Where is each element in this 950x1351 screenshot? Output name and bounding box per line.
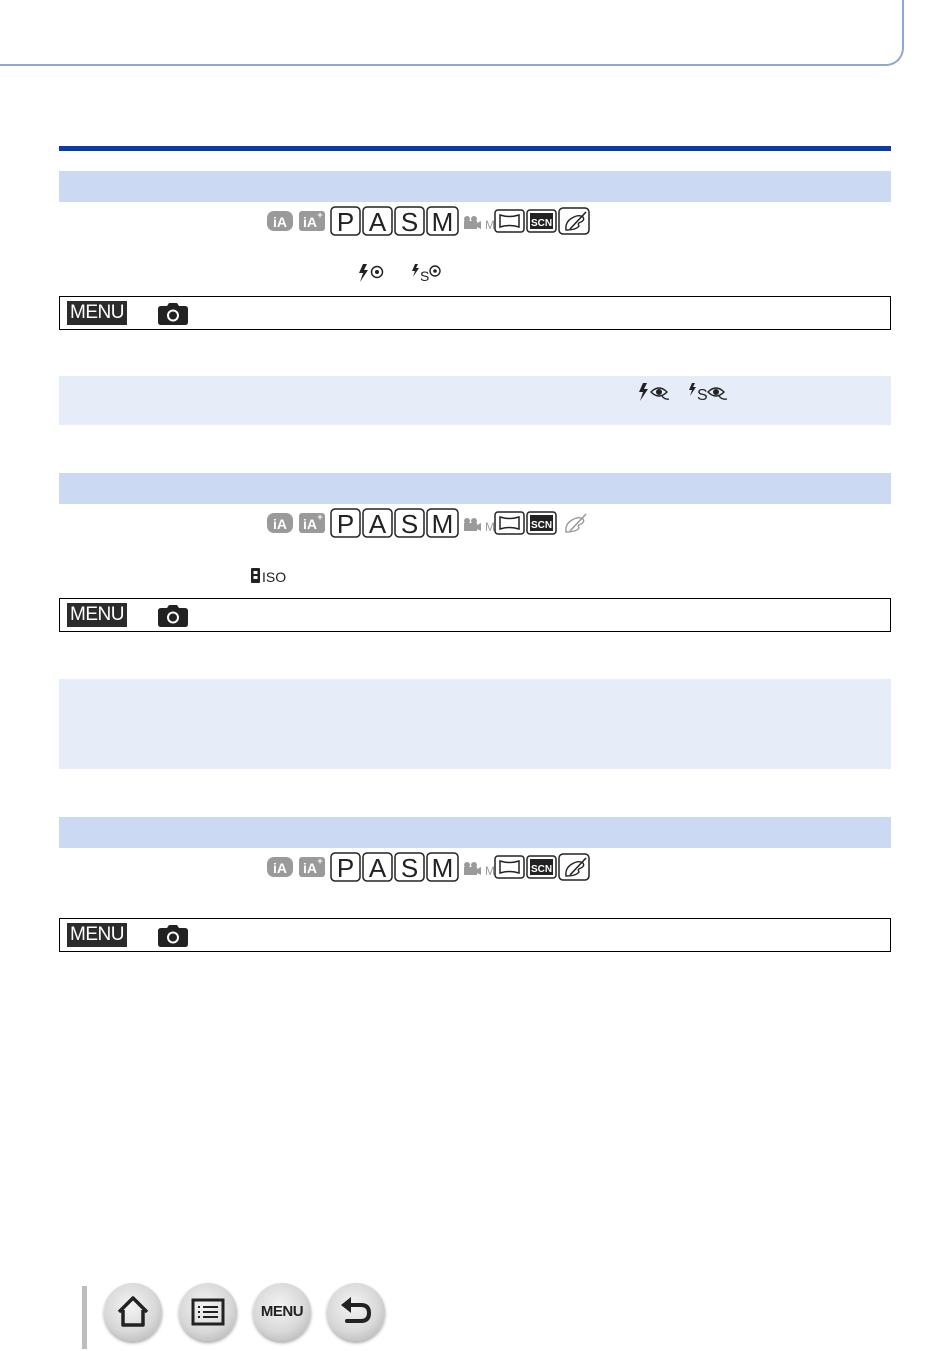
svg-text:+: +: [317, 856, 323, 866]
svg-text:S: S: [400, 509, 419, 538]
intelligent-iso-icon: [250, 566, 290, 586]
ia-plus-mode-icon: [299, 210, 325, 231]
contents-button[interactable]: [179, 1283, 237, 1341]
svg-text:iA: iA: [273, 516, 287, 532]
svg-text:M: M: [431, 207, 454, 236]
svg-text:iA: iA: [303, 214, 317, 230]
menu-badge: MENU: [67, 923, 127, 947]
svg-text:A: A: [368, 207, 387, 236]
svg-text:SCN: SCN: [530, 864, 553, 875]
menu-path-box: [59, 918, 891, 952]
svg-text:+: +: [317, 210, 323, 220]
camera-icon: [158, 605, 188, 627]
menu-badge: MENU: [67, 603, 127, 627]
svg-text:S: S: [697, 387, 708, 404]
m-mode-icon: [427, 207, 458, 236]
recording-mode-icons: [266, 852, 596, 882]
slow-sync-red-eye-removal-icon: [687, 382, 729, 404]
red-eye-removal-flash-icon: [637, 382, 671, 404]
svg-text:iA: iA: [273, 214, 287, 230]
back-icon: [327, 1283, 385, 1341]
home-button[interactable]: [104, 1283, 162, 1341]
back-button[interactable]: [327, 1283, 385, 1341]
svg-text:iA: iA: [303, 516, 317, 532]
svg-text:A: A: [368, 509, 387, 538]
svg-text:M: M: [485, 218, 495, 232]
creative-control-mode-icon: [559, 208, 589, 234]
nav-bar-divider: [82, 1286, 87, 1349]
camera-icon: [158, 925, 188, 947]
section-divider-rule: [59, 146, 891, 151]
recording-mode-icons: [266, 206, 596, 236]
svg-text:S: S: [420, 268, 430, 283]
menu-path-box: [59, 598, 891, 632]
section-title-bar: [59, 817, 891, 848]
note-box: [59, 679, 891, 769]
home-icon: [104, 1283, 162, 1341]
section-title-bar: [59, 473, 891, 504]
menu-icon: MENU: [260, 1303, 304, 1320]
a-mode-icon: [363, 207, 392, 236]
svg-text:M: M: [431, 853, 454, 882]
red-eye-flash-icon: [357, 263, 387, 283]
p-mode-icon: [331, 207, 360, 236]
recording-mode-icons: [266, 508, 596, 538]
section-title-bar: [59, 171, 891, 202]
svg-text:P: P: [336, 509, 355, 538]
ia-mode-icon: [267, 211, 293, 231]
contents-list-icon: [179, 1283, 237, 1341]
menu-button[interactable]: [253, 1283, 311, 1341]
creative-video-mode-icon: [464, 216, 495, 232]
svg-text:P: P: [336, 207, 355, 236]
svg-text:iA: iA: [303, 860, 317, 876]
camera-icon: [158, 303, 188, 325]
menu-badge: MENU: [67, 301, 127, 325]
svg-text:iA: iA: [273, 860, 287, 876]
svg-text:SCN: SCN: [530, 218, 553, 229]
svg-text:SCN: SCN: [530, 520, 553, 531]
svg-text:M: M: [431, 509, 454, 538]
page-header-frame: [0, 0, 904, 66]
svg-text:S: S: [400, 207, 419, 236]
svg-text:ISO: ISO: [262, 569, 287, 585]
svg-text:M: M: [485, 520, 495, 534]
svg-text:A: A: [368, 853, 387, 882]
s-mode-icon: [395, 207, 424, 236]
svg-text:+: +: [317, 512, 323, 522]
svg-text:M: M: [485, 864, 495, 878]
svg-text:S: S: [400, 853, 419, 882]
note-box: [59, 376, 891, 425]
scene-guide-mode-icon: [527, 210, 556, 232]
svg-text:P: P: [336, 853, 355, 882]
panorama-mode-icon: [495, 210, 524, 232]
slow-sync-red-eye-icon: [410, 263, 442, 283]
menu-path-box: [59, 296, 891, 330]
